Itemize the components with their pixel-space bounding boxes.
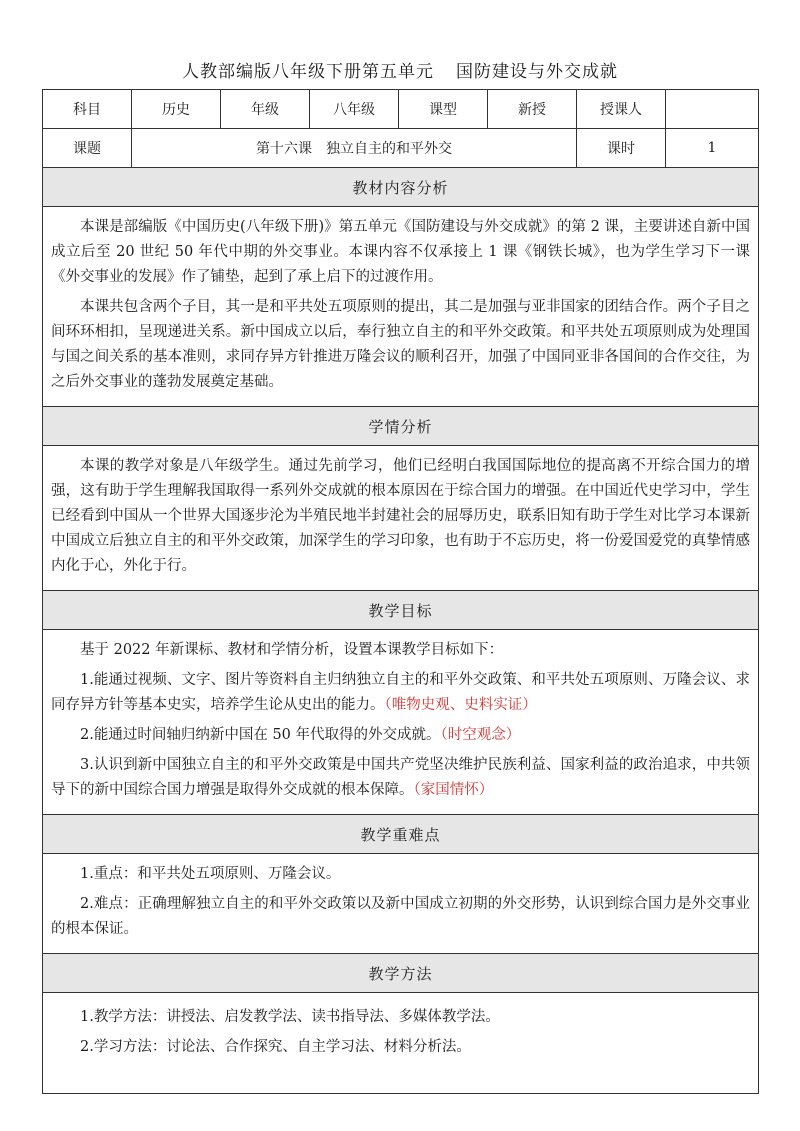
title-unit: 人教部编版八年级下册第五单元	[182, 62, 434, 82]
document-title	[0, 57, 800, 82]
objective-competency-tag: （时空观念）	[440, 727, 521, 743]
material-paragraph-1: 本课是部编版《中国历史(八年级下册)》第五单元《国防建设与外交成就》的第 2 课，主要讲述自新中国成立后至 20 世纪 50 年代中期的外交事业。本课内容不仅承接上 1 课《钢铁长城》，也为学生学习下一课《外交事业的发展》作了铺垫，起到了承上启下的过渡作用。	[51, 219, 750, 285]
keypoints-heading: 教学重难点	[43, 815, 759, 854]
grade-value: 八年级	[310, 90, 399, 129]
material-heading: 教材内容分析	[43, 168, 759, 207]
methods-learning: 2.学习方法：讨论法、合作探究、自主学习法、材料分析法。	[80, 1039, 471, 1055]
objective-text: 3.认识到新中国独立自主的和平外交政策是中国共产党坚决维护民族利益、国家利益的政治追求，中共领导下的新中国综合国力增强是取得外交成就的根本保障。	[51, 757, 750, 798]
lesson-plan-table	[42, 89, 759, 1094]
objectives-intro: 基于 2022 年新课标、教材和学情分析，设置本课教学目标如下：	[80, 642, 504, 658]
keypoints-focus: 1.重点：和平共处五项原则、万隆会议。	[80, 866, 341, 882]
subject-value: 历史	[132, 90, 221, 129]
objective-item	[51, 753, 750, 803]
keypoints-difficulty: 2.难点：正确理解独立自主的和平外交政策以及新中国成立初期的外交形势，认识到综合国力是外交事业的根本保证。	[51, 896, 750, 937]
section-body-objectives	[43, 630, 759, 815]
hours-value: 1	[666, 129, 759, 168]
section-header-objectives	[43, 591, 759, 630]
hours-label: 课时	[577, 129, 666, 168]
section-header-students	[43, 407, 759, 446]
section-header-methods	[43, 954, 759, 993]
section-body-material	[43, 207, 759, 407]
lesson-type-label: 课型	[399, 90, 488, 129]
info-row	[43, 90, 759, 129]
section-body-keypoints	[43, 854, 759, 954]
section-header-material	[43, 168, 759, 207]
lesson-type-value: 新授	[488, 90, 577, 129]
title-theme: 国防建设与外交成就	[456, 62, 618, 82]
teacher-value	[666, 90, 759, 129]
objective-text: 1.能通过视频、文字、图片等资料自主归纳独立自主的和平外交政策、和平共处五项原则、万隆会议、求同存异方针等基本史实，培养学生论从史出的能力。	[51, 672, 750, 713]
students-heading: 学情分析	[43, 407, 759, 446]
objective-competency-tag: （家国情怀）	[413, 782, 494, 798]
topic-row	[43, 129, 759, 168]
students-paragraph-1: 本课的教学对象是八年级学生。通过先前学习，他们已经明白我国国际地位的提高离不开综合国力的增强，这有助于学生理解我国取得一系列外交成就的根本原因在于综合国力的增强。在中国近代史学习中，学生已经看到中国从一个世界大国逐步沦为半殖民地半封建社会的屈辱历史，联系旧知有助于学生对比学习本课新中国成立后独立自主的和平外交政策，加深学生的学习印象，也有助于不忘历史，将一份爱国爱党的真挚情感内化于心，外化于行。	[51, 458, 750, 574]
section-header-keypoints	[43, 815, 759, 854]
objective-item	[51, 723, 750, 748]
objectives-heading: 教学目标	[43, 591, 759, 630]
material-paragraph-2: 本课共包含两个子目，其一是和平共处五项原则的提出，其二是加强与亚非国家的团结合作。两个子目之间环环相扣，呈现递进关系。新中国成立以后，奉行独立自主的和平外交政策。和平共处五项原则成为处理国与国之间关系的基本准则，求同存异方针推进万隆会议的顺利召开，加强了中国同亚非各国间的合作交往，为之后外交事业的蓬勃发展奠定基础。	[51, 299, 750, 390]
section-body-students	[43, 446, 759, 591]
topic-value: 第十六课 独立自主的和平外交	[132, 129, 577, 168]
objective-competency-tag: （唯物史观、史料实证）	[384, 697, 537, 713]
methods-heading: 教学方法	[43, 954, 759, 993]
teacher-label: 授课人	[577, 90, 666, 129]
section-body-methods	[43, 993, 759, 1094]
methods-teaching: 1.教学方法：讲授法、启发教学法、读书指导法、多媒体教学法。	[80, 1009, 500, 1025]
topic-label: 课题	[43, 129, 132, 168]
grade-label: 年级	[221, 90, 310, 129]
objective-item	[51, 668, 750, 718]
objective-text: 2.能通过时间轴归纳新中国在 50 年代取得的外交成就。	[80, 727, 441, 743]
subject-label: 科目	[43, 90, 132, 129]
